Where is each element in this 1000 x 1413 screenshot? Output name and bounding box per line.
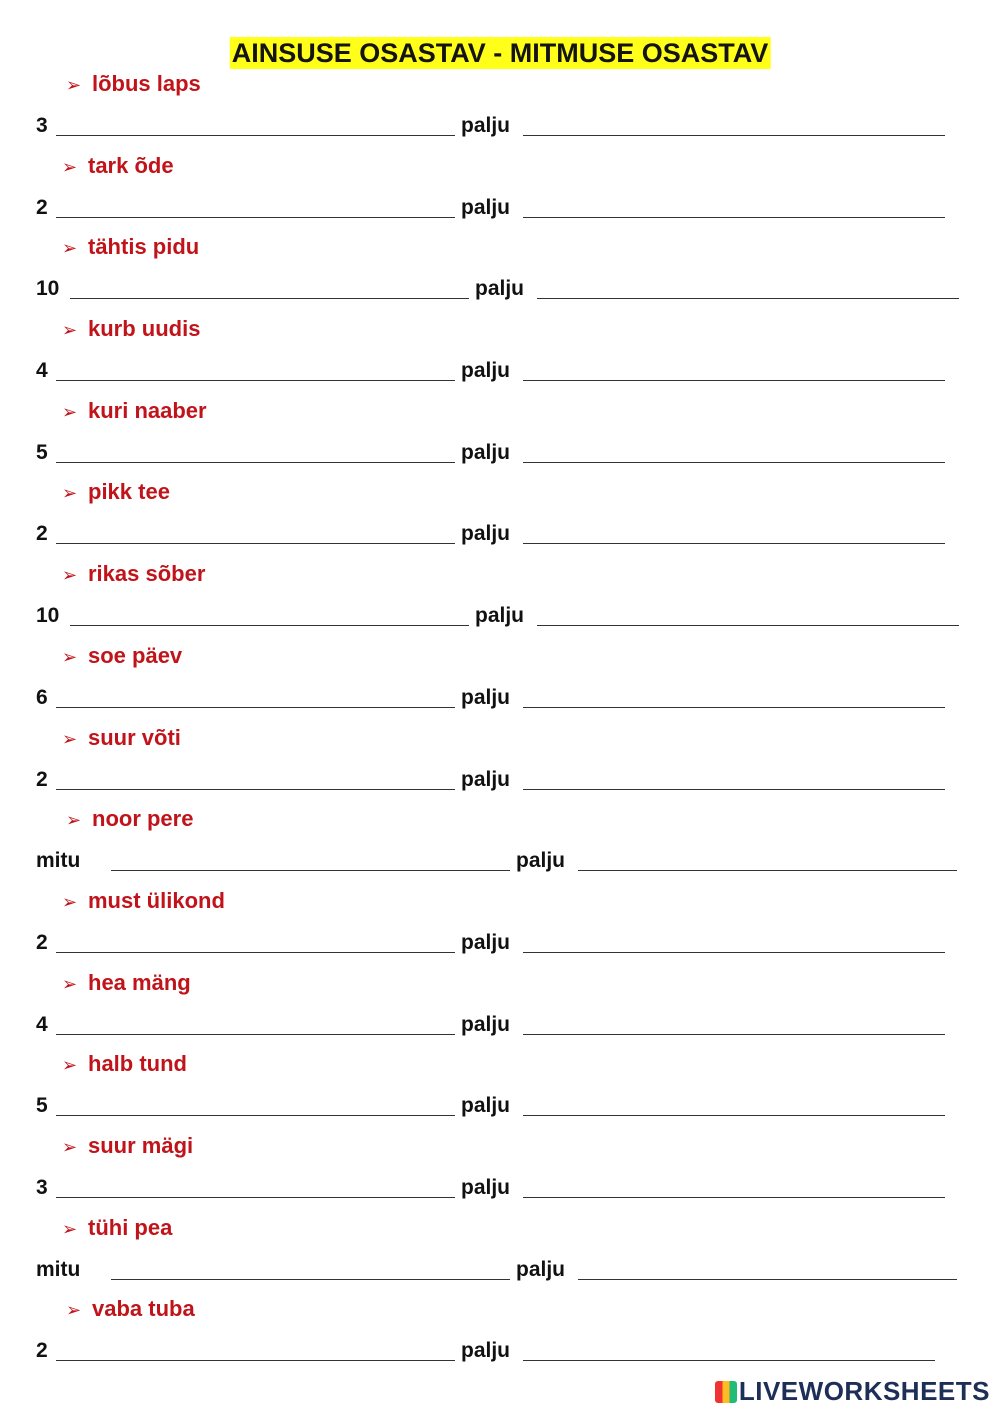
count-label: 10 [36,604,60,628]
arrow-bullet-icon: ➢ [62,156,78,177]
singular-answer-blank[interactable] [111,870,510,871]
singular-answer-blank[interactable] [56,1360,455,1361]
exercise-item [0,313,1000,395]
arrow-bullet-icon: ➢ [62,320,78,341]
plural-answer-blank[interactable] [523,1360,935,1361]
exercise-item [0,558,1000,640]
singular-answer-blank[interactable] [56,1034,455,1035]
arrow-bullet-icon: ➢ [62,1055,78,1076]
arrow-bullet-icon: ➢ [62,891,78,912]
singular-answer-blank[interactable] [70,625,469,626]
phrase-text: kurb uudis [88,316,201,342]
phrase-label [62,724,181,753]
plural-answer-blank[interactable] [523,380,945,381]
count-label: 4 [36,1012,48,1036]
plural-answer-blank[interactable] [523,952,945,953]
phrase-text: soe päev [88,642,183,668]
count-label: 2 [36,1339,48,1363]
exercise-item [0,476,1000,558]
arrow-bullet-icon: ➢ [62,565,78,586]
phrase-label [62,1214,172,1243]
arrow-bullet-icon: ➢ [66,810,82,831]
palju-label: palju [461,1094,511,1118]
singular-answer-blank[interactable] [111,1279,510,1280]
count-label: 2 [36,767,48,791]
arrow-bullet-icon: ➢ [62,728,78,749]
arrow-bullet-icon: ➢ [62,401,78,422]
plural-answer-blank[interactable] [537,298,959,299]
phrase-label [62,887,225,916]
singular-answer-blank[interactable] [56,1115,455,1116]
plural-answer-blank[interactable] [523,1115,945,1116]
exercise-item [0,395,1000,477]
exercise-item [0,722,1000,804]
palju-label: palju [461,1175,511,1199]
brand-name: LIVEWORKSHEETS [738,1376,990,1406]
exercise-item [0,68,1000,150]
phrase-label [62,1050,187,1079]
arrow-bullet-icon: ➢ [62,1218,78,1239]
phrase-label [62,560,205,589]
plural-answer-blank[interactable] [578,870,957,871]
palju-label: palju [461,359,511,383]
count-label: 4 [36,359,48,383]
count-label: mitu [36,849,81,873]
phrase-text: noor pere [92,806,194,832]
count-label: 2 [36,522,48,546]
palju-label: palju [461,440,511,464]
phrase-text: tähtis pidu [88,234,200,260]
count-label: 10 [36,277,60,301]
arrow-bullet-icon: ➢ [62,483,78,504]
count-label: 6 [36,685,48,709]
phrase-text: lõbus laps [92,71,201,96]
phrase-label [66,805,193,834]
singular-answer-blank[interactable] [70,298,469,299]
liveworksheets-logo [715,1376,990,1407]
exercise-list [0,68,1000,1375]
exercise-item [0,967,1000,1049]
phrase-text: tark õde [88,152,174,178]
arrow-bullet-icon: ➢ [62,646,78,667]
plural-answer-blank[interactable] [523,1197,945,1198]
singular-answer-blank[interactable] [56,135,455,136]
plural-answer-blank[interactable] [523,1034,945,1035]
plural-answer-blank[interactable] [523,135,945,136]
palju-label: palju [475,277,525,301]
exercise-item [0,803,1000,885]
palju-label: palju [461,685,511,709]
palju-label: palju [461,1339,511,1363]
exercise-item [0,640,1000,722]
phrase-text: must ülikond [88,887,225,913]
count-label: 5 [36,440,48,464]
plural-answer-blank[interactable] [523,707,945,708]
phrase-text: tühi pea [88,1214,173,1240]
plural-answer-blank[interactable] [537,625,959,626]
phrase-text: suur võti [88,724,181,750]
count-label: mitu [36,1257,81,1281]
palju-label: palju [461,195,511,219]
singular-answer-blank[interactable] [56,952,455,953]
arrow-bullet-icon: ➢ [62,1136,78,1157]
exercise-item [0,1212,1000,1294]
phrase-label [62,152,174,181]
singular-answer-blank[interactable] [56,707,455,708]
palju-label: palju [461,1012,511,1036]
phrase-text: vaba tuba [92,1296,195,1322]
arrow-bullet-icon: ➢ [66,75,82,95]
phrase-text: hea mäng [88,969,191,995]
count-label: 5 [36,1094,48,1118]
exercise-item [0,1293,1000,1375]
palju-label: palju [461,522,511,546]
phrase-label [66,1295,195,1324]
plural-answer-blank[interactable] [578,1279,957,1280]
phrase-text: halb tund [88,1051,187,1077]
exercise-item [0,231,1000,313]
phrase-text: suur mägi [88,1132,194,1158]
exercise-item [0,885,1000,967]
arrow-bullet-icon: ➢ [62,238,78,259]
phrase-label [62,642,182,671]
palju-label: palju [516,1257,566,1281]
count-label: 2 [36,930,48,954]
palju-label: palju [461,767,511,791]
palju-label: palju [516,849,566,873]
phrase-label [62,478,170,507]
plural-answer-blank[interactable] [523,789,945,790]
phrase-label [62,397,207,426]
plural-answer-blank[interactable] [523,543,945,544]
phrase-label [62,233,199,262]
exercise-item [0,1048,1000,1130]
singular-answer-blank[interactable] [56,789,455,790]
palju-label: palju [461,930,511,954]
phrase-label [62,1132,193,1161]
page-title: AINSUSE OSASTAV - MITMUSE OSASTAV [231,38,769,68]
singular-answer-blank[interactable] [56,380,455,381]
palju-label: palju [461,114,511,137]
count-label: 2 [36,195,48,219]
singular-answer-blank[interactable] [56,1197,455,1198]
phrase-text: kuri naaber [88,397,207,423]
palju-label: palju [475,604,525,628]
singular-answer-blank[interactable] [56,543,455,544]
count-label: 3 [36,1175,48,1199]
plural-answer-blank[interactable] [523,462,945,463]
exercise-item [0,1130,1000,1212]
arrow-bullet-icon: ➢ [62,973,78,994]
phrase-label [62,315,200,344]
arrow-bullet-icon: ➢ [66,1300,82,1321]
phrase-label [62,969,191,998]
phrase-text: pikk tee [88,479,170,505]
plural-answer-blank[interactable] [523,217,945,218]
singular-answer-blank[interactable] [56,462,455,463]
count-label: 3 [36,114,48,137]
singular-answer-blank[interactable] [56,217,455,218]
exercise-item [0,150,1000,232]
phrase-text: rikas sõber [88,561,206,587]
liveworksheets-logo-icon [715,1381,737,1403]
phrase-label [66,70,201,99]
